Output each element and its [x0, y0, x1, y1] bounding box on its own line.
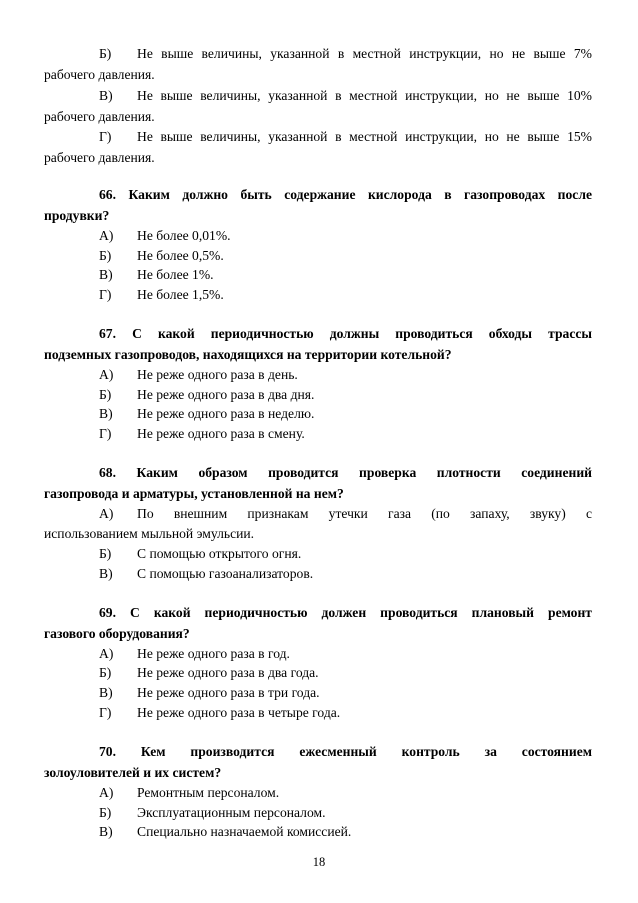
- question-title: 70. Кем производится ежесменный контроль за состоянием: [99, 744, 592, 759]
- option-letter: В): [99, 824, 113, 839]
- option-text: Специально назначаемой комиссией.: [137, 824, 352, 839]
- option-letter: Г): [99, 129, 112, 144]
- option-letter: А): [99, 367, 114, 382]
- option-letter: Б): [99, 805, 112, 820]
- option-text: Не реже одного раза в два года.: [137, 665, 319, 680]
- option-letter: Г): [99, 426, 112, 441]
- option-letter: А): [99, 228, 114, 243]
- option-letter: Б): [99, 46, 112, 61]
- option-text: Не более 1,5%.: [137, 287, 224, 302]
- option-text: Не реже одного раза в четыре года.: [137, 705, 341, 720]
- option-text-cont: рабочего давления.: [44, 109, 155, 124]
- option-letter: Б): [99, 665, 112, 680]
- option-letter: Г): [99, 287, 112, 302]
- option-text: С помощью открытого огня.: [137, 546, 302, 561]
- option-text: Не реже одного раза в три года.: [137, 685, 320, 700]
- option-letter: В): [99, 406, 113, 421]
- question-title-cont: золоуловителей и их систем?: [44, 765, 222, 780]
- question-title: 66. Каким должно быть содержание кислорода в газопроводах после: [99, 187, 592, 202]
- question-title-cont: газопровода и арматуры, установленной на нем?: [44, 486, 344, 501]
- option-letter: В): [99, 566, 113, 581]
- option-text: Не реже одного раза в год.: [137, 646, 290, 661]
- option-letter: Б): [99, 546, 112, 561]
- option-text: Не реже одного раза в день.: [137, 367, 298, 382]
- option-letter: А): [99, 506, 114, 521]
- option-text-cont: рабочего давления.: [44, 150, 155, 165]
- option-text: С помощью газоанализаторов.: [137, 566, 314, 581]
- question-title-cont: продувки?: [44, 208, 110, 223]
- option-letter: А): [99, 785, 114, 800]
- question-title: 68. Каким образом проводится проверка плотности соединений: [99, 465, 592, 480]
- option-letter: В): [99, 685, 113, 700]
- option-letter: Б): [99, 248, 112, 263]
- option-letter: А): [99, 646, 114, 661]
- option-text: Не выше величины, указанной в местной инструкции, но не выше 15%: [137, 129, 592, 144]
- option-text: Эксплуатационным персоналом.: [137, 805, 326, 820]
- option-text: Не более 0,5%.: [137, 248, 224, 263]
- option-letter: Б): [99, 387, 112, 402]
- option-letter: В): [99, 267, 113, 282]
- option-text: Не реже одного раза в два дня.: [137, 387, 315, 402]
- option-text-cont: использованием мыльной эмульсии.: [44, 526, 255, 541]
- option-text-cont: рабочего давления.: [44, 67, 155, 82]
- question-title-cont: подземных газопроводов, находящихся на территории котельной?: [44, 347, 452, 362]
- option-text: Не более 0,01%.: [137, 228, 231, 243]
- option-text: По внешним признакам утечки газа (по запаху, звуку) с: [137, 506, 592, 521]
- option-letter: В): [99, 88, 113, 103]
- option-text: Ремонтным персоналом.: [137, 785, 280, 800]
- option-text: Не выше величины, указанной в местной инструкции, но не выше 10%: [137, 88, 592, 103]
- option-text: Не реже одного раза в неделю.: [137, 406, 315, 421]
- question-title: 69. С какой периодичностью должен проводиться плановый ремонт: [99, 605, 592, 620]
- option-letter: Г): [99, 705, 112, 720]
- option-text: Не выше величины, указанной в местной инструкции, но не выше 7%: [137, 46, 592, 61]
- page-number: 18: [312, 855, 326, 869]
- question-title: 67. С какой периодичностью должны проводиться обходы трассы: [99, 326, 592, 341]
- option-text: Не реже одного раза в смену.: [137, 426, 305, 441]
- option-text: Не более 1%.: [137, 267, 214, 282]
- question-title-cont: газового оборудования?: [44, 626, 190, 641]
